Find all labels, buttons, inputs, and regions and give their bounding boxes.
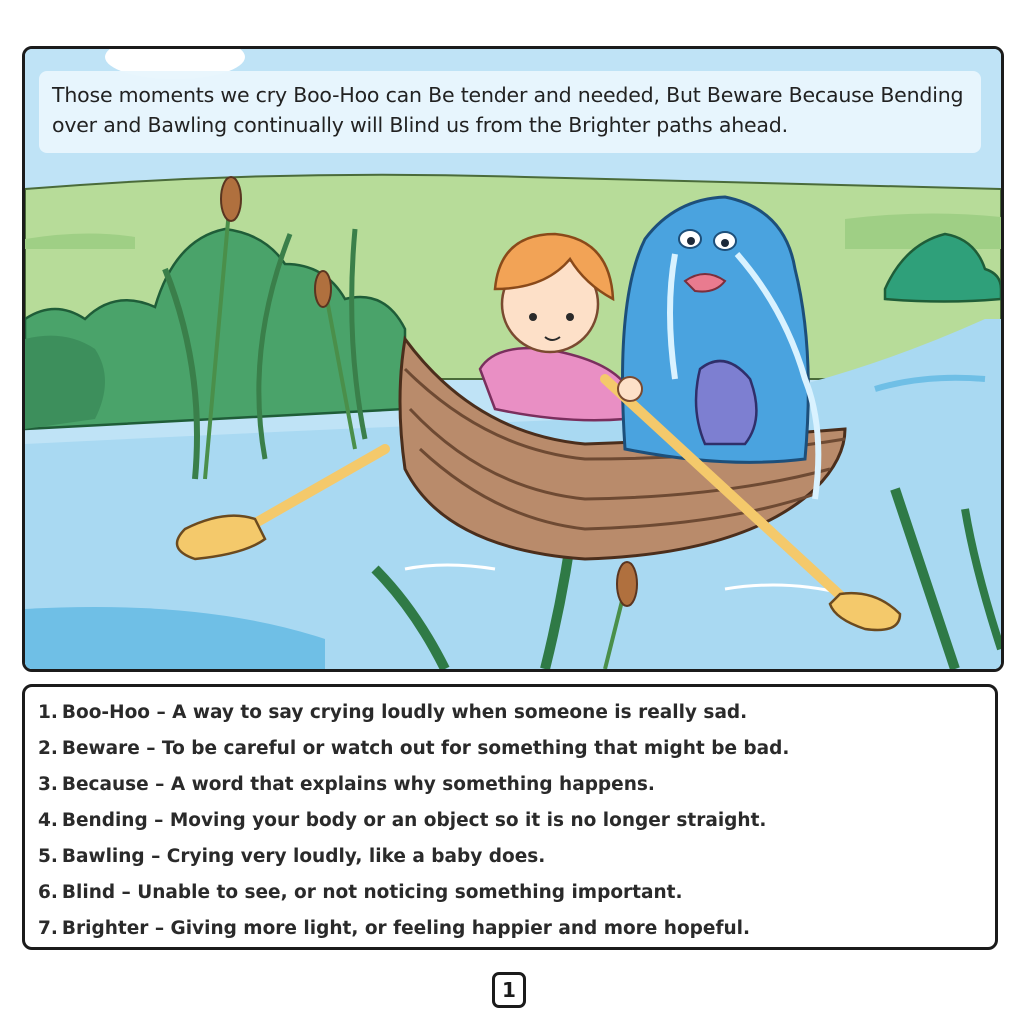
creature-pupil (687, 237, 695, 245)
glossary-item (38, 695, 995, 731)
glossary-text: Bending – Moving your body or an object so it is no longer straight. (61, 810, 767, 831)
glossary-number: 6. (38, 882, 58, 903)
boy-eye (529, 313, 537, 321)
glossary-list (25, 687, 995, 947)
glossary-item (38, 875, 995, 911)
glossary-number: 1. (38, 702, 58, 723)
glossary-text: Blind – Unable to see, or not noticing something important. (61, 882, 683, 903)
glossary-item (38, 767, 995, 803)
story-caption: Those moments we cry Boo-Hoo can Be tender and needed, But Beware Because Bending over and Bawling continually will Blind us from the Brighter paths ahead. (39, 71, 981, 153)
bush (25, 336, 105, 429)
cattail (221, 177, 241, 221)
glossary-text: Brighter – Giving more light, or feeling happier and more hopeful. (61, 918, 751, 939)
glossary-text: Bawling – Crying very loudly, like a baby does. (61, 846, 546, 867)
glossary-number: 5. (38, 846, 58, 867)
glossary-text: Boo-Hoo – A way to say crying loudly when someone is really sad. (61, 702, 748, 723)
glossary-text: Because – A word that explains why something happens. (61, 774, 655, 795)
glossary-text: Beware – To be careful or watch out for something that might be bad. (61, 738, 790, 759)
glossary-item (38, 839, 995, 875)
boy-hand (618, 377, 642, 401)
cattail (315, 271, 331, 307)
glossary-item (38, 803, 995, 839)
page-number: 1 (492, 972, 526, 1008)
glossary-number: 7. (38, 918, 58, 939)
vocabulary-glossary (22, 684, 998, 950)
glossary-number: 2. (38, 738, 58, 759)
glossary-number: 4. (38, 810, 58, 831)
glossary-item (38, 911, 995, 947)
cattail (617, 562, 637, 606)
creature-pupil (721, 239, 729, 247)
illustration-panel (22, 46, 1004, 672)
glossary-item (38, 731, 995, 767)
boy-eye (566, 313, 574, 321)
glossary-number: 3. (38, 774, 58, 795)
